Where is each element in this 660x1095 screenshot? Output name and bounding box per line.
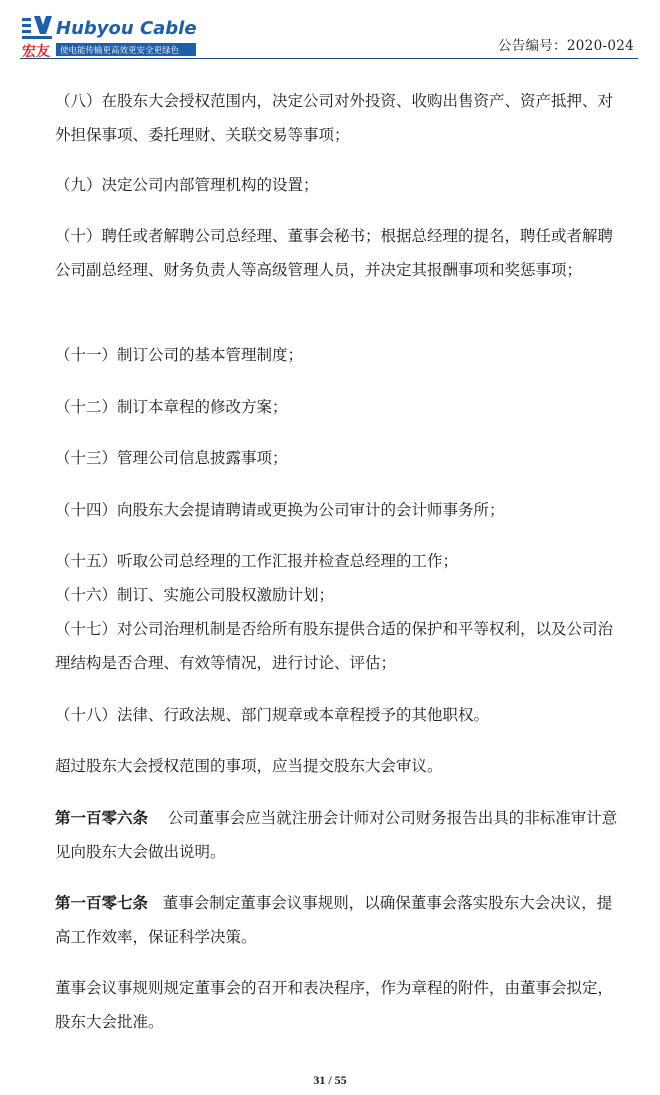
svg-text:使电能传输更高效更安全更绿色: 使电能传输更高效更安全更绿色	[60, 46, 180, 56]
article-107-title: 第一百零七条	[55, 893, 149, 912]
article-106	[55, 801, 623, 869]
article-106-text: 公司董事会应当就注册会计师对公司财务报告出具的非标准审计意见向股东大会做出说明。	[55, 809, 618, 861]
paragraph-item-13: （十三）管理公司信息披露事项；	[55, 449, 288, 467]
paragraph-item-12: （十二）制订本章程的修改方案；	[55, 398, 288, 416]
page-header	[0, 0, 660, 64]
article-106-title: 第一百零六条	[55, 808, 149, 827]
svg-text:宏友: 宏友	[22, 44, 50, 58]
paragraph-item-10: （十）聘任或者解聘公司总经理、董事会秘书；根据总经理的提名，聘任或者解聘公司副总经理、财务负责人等高级管理人员，并决定其报酬事项和奖惩事项；	[55, 227, 614, 279]
paragraph-item-16: （十六）制订、实施公司股权激励计划；	[55, 586, 335, 604]
article-107-text: 董事会制定董事会议事规则，以确保董事会落实股东大会决议，提高工作效率，保证科学决策。	[55, 894, 613, 946]
paragraph-item-9: （九）决定公司内部管理机构的设置；	[55, 176, 319, 194]
article-107	[55, 886, 623, 954]
paragraph-item-18: （十八）法律、行政法规、部门规章或本章程授予的其他职权。	[55, 706, 490, 724]
paragraph-item-14: （十四）向股东大会提请聘请或更换为公司审计的会计师事务所；	[55, 501, 505, 519]
company-logo	[20, 12, 200, 58]
paragraph-item-8: （八）在股东大会授权范围内，决定公司对外投资、收购出售资产、资产抵押、对外担保事项、委托理财、关联交易等事项；	[55, 92, 614, 144]
paragraph-authorization-limit: 超过股东大会授权范围的事项，应当提交股东大会审议。	[55, 757, 443, 775]
paragraph-item-11: （十一）制订公司的基本管理制度；	[55, 346, 304, 364]
notice-number: 公告编号：2020-024	[497, 38, 634, 54]
svg-text:Hubyou Cable: Hubyou Cable	[56, 18, 197, 39]
paragraph-item-17: （十七）对公司治理机制是否给所有股东提供合适的保护和平等权利，以及公司治理结构是否合理、有效等情况，进行讨论、评估；	[55, 620, 614, 672]
page-number: 31 / 55	[313, 1073, 347, 1087]
paragraph-closing: 董事会议事规则规定董事会的召开和表决程序，作为章程的附件，由董事会拟定，股东大会批准。	[55, 979, 614, 1031]
header-divider	[20, 58, 638, 59]
paragraph-item-15: （十五）听取公司总经理的工作汇报并检查总经理的工作；	[55, 552, 459, 570]
